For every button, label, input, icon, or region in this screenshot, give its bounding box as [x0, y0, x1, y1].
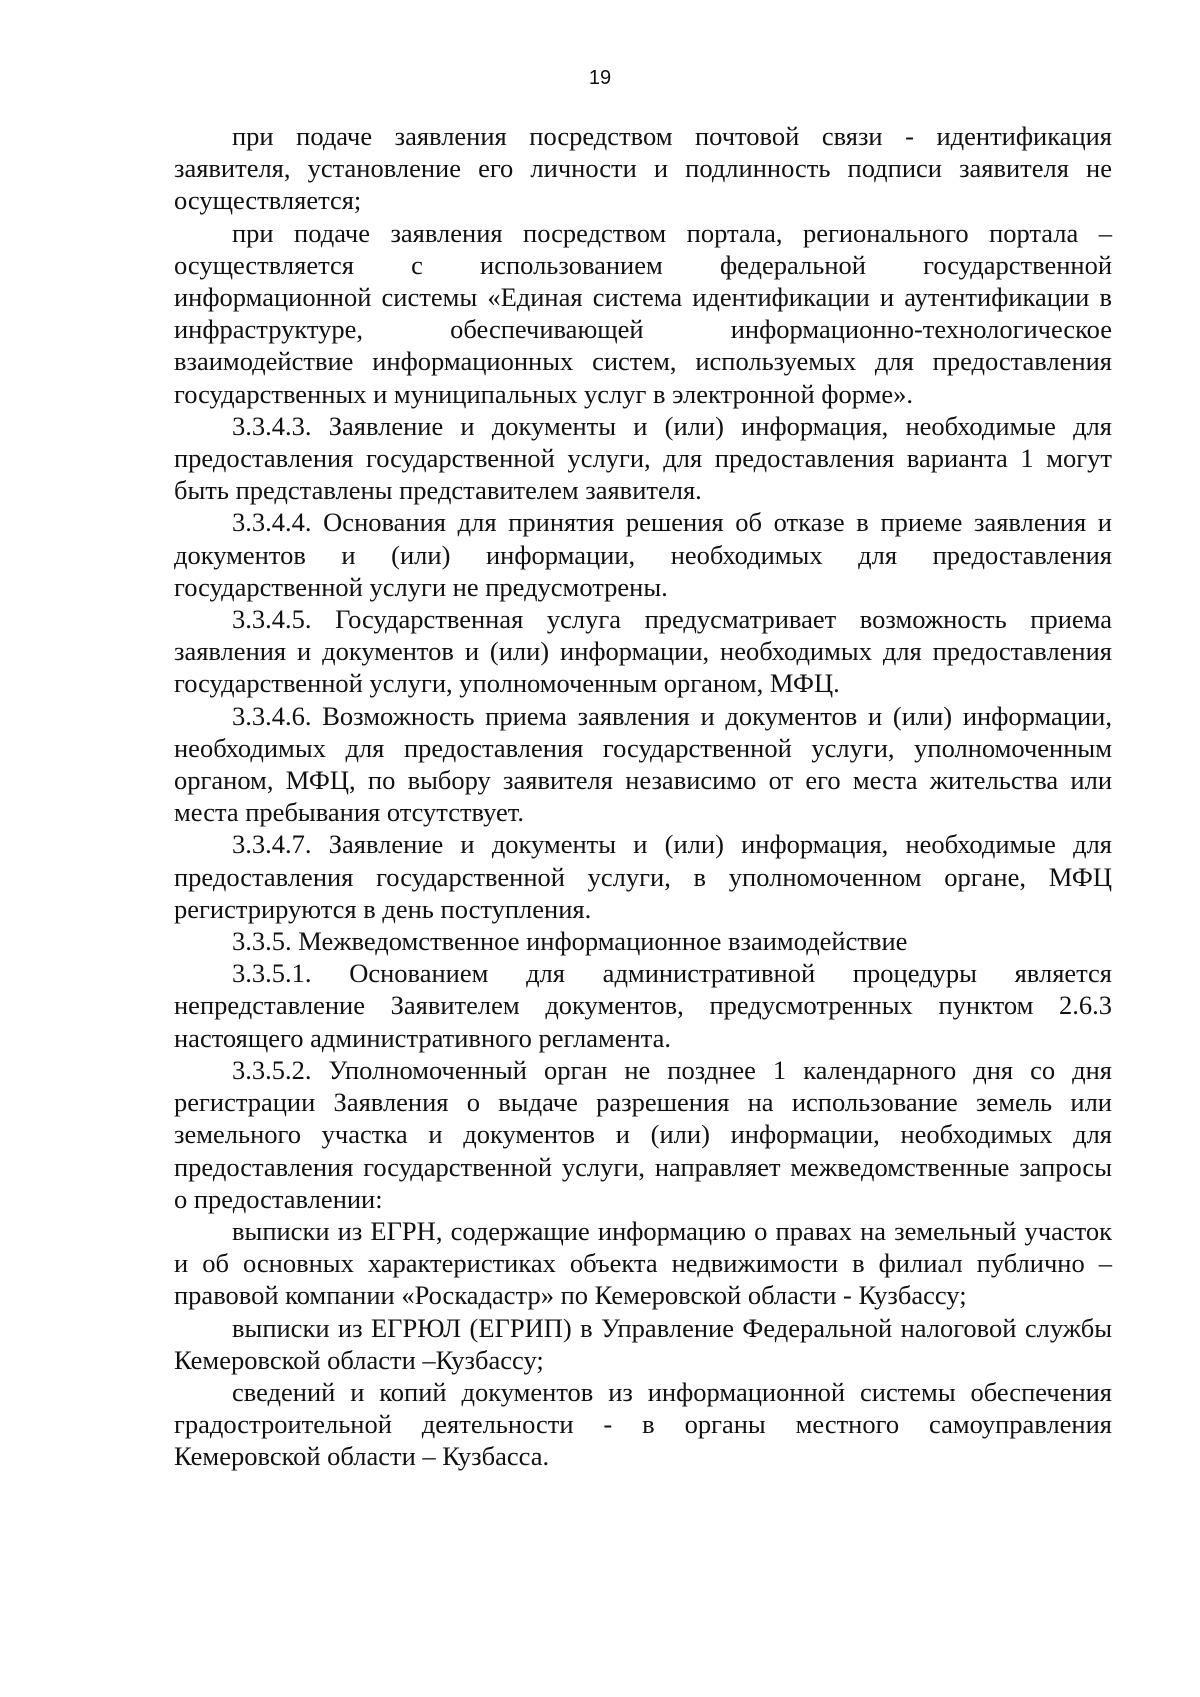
- paragraph-3-3-4-5: 3.3.4.5. Государственная услуга предусматривает возможность приема заявления и документов и (или) информации, необходимых для предоставления государственной услуги, уполномоченным органом, МФЦ.: [174, 604, 1112, 699]
- paragraph-portal-identification: при подаче заявления посредством портала, регионального портала – осуществляется с использованием федеральной государственной информационной системы «Единая система идентификации и аутентификации в инфраструктуре, обеспечивающей информационно-технологическое взаимодействие информационных систем, используемых для предоставления государственных и муниципальных услуг в электронной форме».: [174, 217, 1112, 409]
- page-number: 19: [588, 67, 612, 89]
- paragraph-3-3-4-3: 3.3.4.3. Заявление и документы и (или) информация, необходимые для предоставления государственной услуги, для предоставления варианта 1 могут быть представлены представителем заявителя.: [174, 410, 1112, 506]
- paragraph-3-3-4-4: 3.3.4.4. Основания для принятия решения об отказе в приеме заявления и документов и (или) информации, необходимых для предоставления государственной услуги не предусмотрены.: [174, 507, 1112, 602]
- paragraph-3-3-4-7: 3.3.4.7. Заявление и документы и (или) информация, необходимые для предоставления государственной услуги, в уполномоченном органе, МФЦ регистрируются в день поступления.: [174, 829, 1112, 924]
- paragraph-egrn-request: выписки из ЕГРН, содержащие информацию о правах на земельный участок и об основных характеристиках объекта недвижимости в филиал публично – правовой компании «Роскадастр» по Кемеровской области - Кузбассу;: [174, 1215, 1112, 1311]
- paragraph-3-3-5-1: 3.3.5.1. Основанием для административной процедуры является непредставление Заявителем документов, предусмотренных пунктом 2.6.3 настоящего административного регламента.: [174, 958, 1112, 1053]
- paragraph-3-3-4-6: 3.3.4.6. Возможность приема заявления и документов и (или) информации, необходимых для предоставления государственной услуги, уполномоченным органом, МФЦ, по выбору заявителя независимо от его места жительства или места пребывания отсутствует.: [174, 700, 1112, 828]
- paragraph-postal-identification: при подаче заявления посредством почтовой связи - идентификация заявителя, установление его личности и подлинность подписи заявителя не осуществляется;: [174, 121, 1112, 216]
- paragraph-3-3-5-2: 3.3.5.2. Уполномоченный орган не позднее 1 календарного дня со дня регистрации Заявления о выдаче разрешения на использование земель или земельного участка и документов и (или) информации, необходимых для предоставления государственной услуги, направляет межведомственные запросы о предоставлении:: [174, 1054, 1112, 1214]
- document-body: [174, 120, 1112, 1473]
- paragraph-3-3-5-heading: 3.3.5. Межведомственное информационное взаимодействие: [232, 926, 908, 957]
- paragraph-egrul-request: выписки из ЕГРЮЛ (ЕГРИП) в Управление Федеральной налоговой службы Кемеровской области –Кузбассу;: [174, 1312, 1112, 1375]
- paragraph-isogd-request: сведений и копий документов из информационной системы обеспечения градостроительной деятельности - в органы местного самоуправления Кемеровской области – Кузбасса.: [174, 1376, 1112, 1472]
